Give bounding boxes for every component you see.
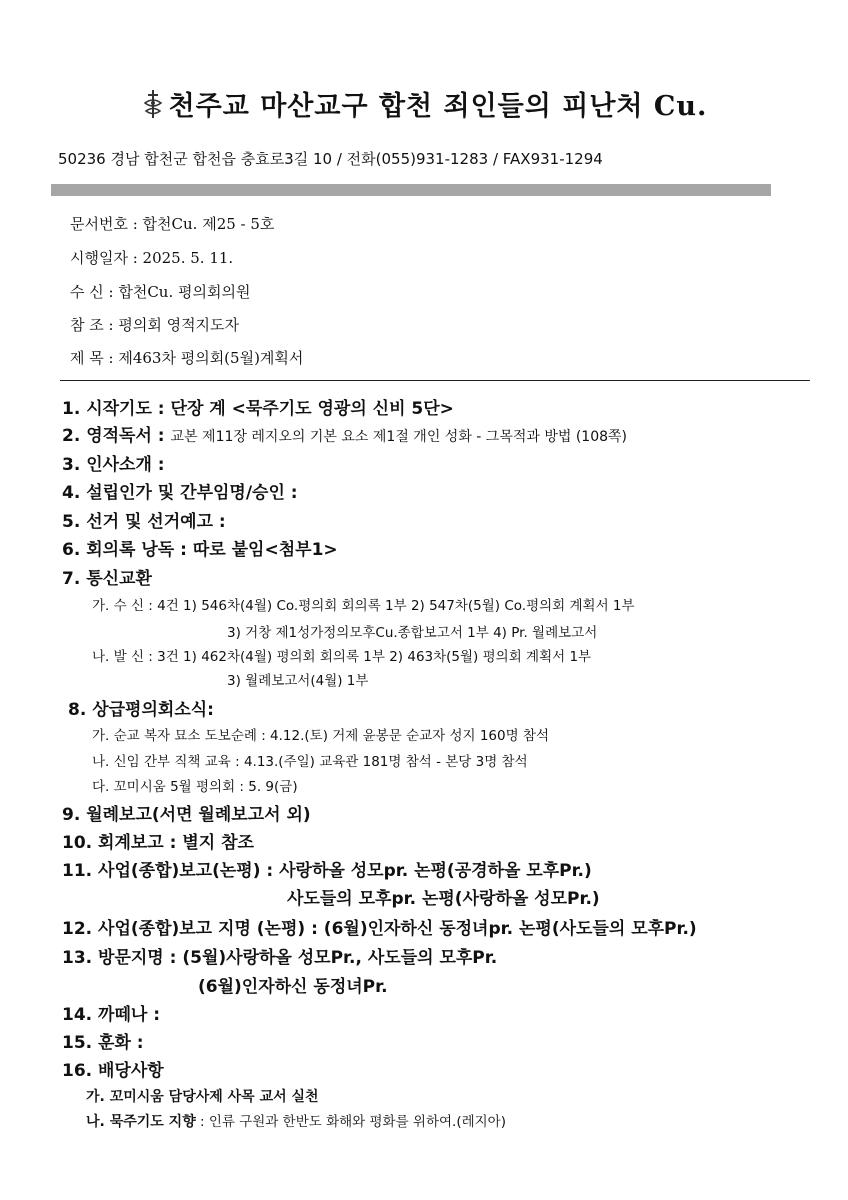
item-12: 12. 사업(종합)보고 지명 (논평) : (6월)인자하신 동정녀pr. 논평(사도들의 모후Pr.) — [62, 919, 697, 939]
item-11-line-1: 11. 사업(종합)보고(논평) : 사랑하올 성모pr. 논평(공경하올 모후Pr.) — [62, 861, 592, 881]
recipient: 수 신 : 합천Cu. 평의회의원 — [70, 283, 251, 301]
item-8-c: 다. 꼬미시움 5월 평의회 : 5. 9(금) — [92, 779, 298, 795]
item-2 — [62, 421, 627, 446]
address-line: 50236 경남 합천군 합천읍 충효로3길 10 / 전화(055)931-1283 / FAX931-1294 — [58, 150, 603, 168]
item-16-a: 가. 꼬미시움 담당사제 사목 교서 실천 — [86, 1089, 319, 1105]
reference: 참 조 : 평의회 영적지도자 — [70, 316, 240, 334]
item-16-b — [86, 1110, 506, 1131]
item-16: 16. 배당사항 — [62, 1061, 164, 1081]
item-16-b-body: : 인류 구원과 한반도 화해와 평화를 위하여.(레지아) — [200, 1114, 506, 1130]
church-emblem-icon — [141, 89, 165, 126]
item-2-head: 2. 영적독서 : — [62, 426, 165, 446]
subject: 제 목 : 제463차 평의회(5월)계획서 — [70, 349, 304, 367]
item-3: 3. 인사소개 : — [62, 455, 165, 475]
title-text: 천주교 마산교구 합천 죄인들의 피난처 Cu. — [168, 91, 708, 122]
item-8-a: 가. 순교 복자 묘소 도보순례 : 4.12.(토) 거제 윤봉문 순교자 성지 160명 참석 — [92, 728, 550, 744]
item-7-sent-1: 나. 발 신 : 3건 1) 462차(4월) 평의회 회의록 1부 2) 463차(5월) 평의회 계획서 1부 — [92, 649, 592, 665]
item-13-line-1: 13. 방문지명 : (5월)사랑하올 성모Pr., 사도들의 모후Pr. — [62, 948, 498, 968]
item-7: 7. 통신교환 — [62, 569, 152, 589]
separator-line — [60, 380, 810, 381]
item-14: 14. 까떼나 : — [62, 1005, 161, 1025]
item-1: 1. 시작기도 : 단장 계 <묵주기도 영광의 신비 5단> — [62, 399, 454, 419]
item-5: 5. 선거 및 선거예고 : — [62, 512, 226, 532]
item-2-body: 교본 제11장 레지오의 기본 요소 제1절 개인 성화 - 그목적과 방법 (108쪽) — [170, 429, 628, 445]
item-8: 8. 상급평의회소식: — [68, 700, 214, 720]
document-title — [0, 84, 848, 126]
item-7-received-1: 가. 수 신 : 4건 1) 546차(4월) Co.평의회 회의록 1부 2) 547차(5월) Co.평의회 계획서 1부 — [92, 598, 635, 614]
item-15: 15. 훈화 : — [62, 1033, 144, 1053]
header-divider-bar — [51, 184, 771, 196]
item-11-line-2: 사도들의 모후pr. 논평(사랑하올 성모Pr.) — [287, 889, 600, 909]
item-10: 10. 회계보고 : 별지 참조 — [62, 833, 254, 853]
item-13-line-2: (6월)인자하신 동정녀Pr. — [198, 977, 388, 997]
item-9: 9. 월례보고(서면 월례보고서 외) — [62, 805, 311, 825]
item-6: 6. 회의록 낭독 : 따로 붙임<첨부1> — [62, 540, 338, 560]
item-4: 4. 설립인가 및 간부임명/승인 : — [62, 483, 298, 503]
item-16-b-head: 나. 묵주기도 지향 — [86, 1114, 196, 1130]
doc-number: 문서번호 : 합천Cu. 제25 - 5호 — [70, 215, 275, 233]
item-8-b: 나. 신임 간부 직책 교육 : 4.13.(주일) 교육관 181명 참석 - 본당 3명 참석 — [92, 754, 528, 770]
item-7-received-2: 3) 거창 제1성가정의모후Cu.종합보고서 1부 4) Pr. 월례보고서 — [227, 625, 598, 641]
item-7-sent-2: 3) 월례보고서(4월) 1부 — [227, 673, 369, 689]
issue-date: 시행일자 : 2025. 5. 11. — [70, 249, 234, 267]
